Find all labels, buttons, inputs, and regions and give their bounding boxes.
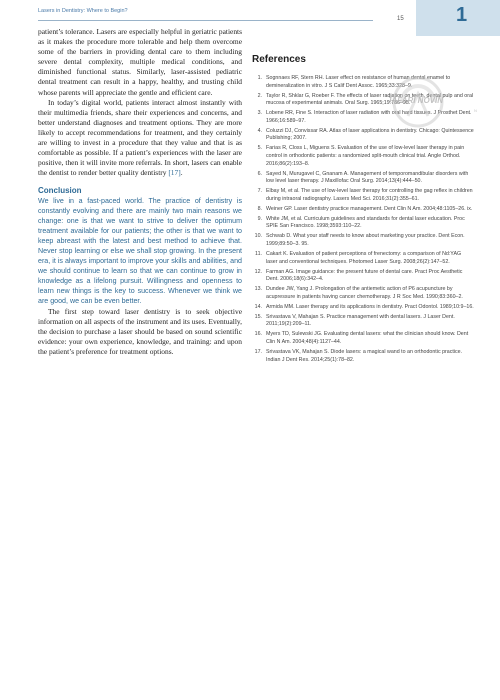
- citation-period: .: [180, 168, 183, 178]
- reference-number: 12.: [254, 268, 262, 275]
- body-paragraph-2: [38, 98, 242, 179]
- reference-number: 9.: [257, 215, 262, 222]
- reference-text: White JM, et al. Curriculum guidelines and standards for dental laser education. Proc SPIE San Francisco. 1998;3593:110–22.: [266, 215, 465, 230]
- body-paragraph-1: patient’s tolerance. Lasers are especially helpful in geriatric patients as it makes the procedure more tolerable and help them overcome some of the barriers in providing dental care to them including severe dental complexity, multiple medical conditions, and diminished functional status. Similarly, laser-assisted pediatric dental treatment can result in a happy, healthy, and trusting child whose parents will appreciate the gentle and efficient care.: [38, 27, 242, 97]
- reference-item: [252, 304, 474, 312]
- reference-number: 8.: [257, 205, 262, 212]
- reference-text: Srivastava VK, Mahajan S. Diode lasers: a magical wand to an orthodontic practice. Indian J Dent Res. 2014;25(1):78–82.: [266, 348, 463, 363]
- reference-text: Armida MM. Laser therapy and its applications in dentistry. Pract Odontol. 1989;10:9–16.: [266, 303, 474, 310]
- reference-text: Srivastava V, Mahajan S. Practice management with dental lasers. J Laser Dent. 2011;19(2):209–11.: [266, 313, 455, 328]
- references-heading: References: [252, 54, 306, 65]
- reference-item: [252, 171, 474, 186]
- reference-number: 11.: [255, 250, 262, 257]
- reference-number: 5.: [257, 145, 262, 152]
- reference-number: 14.: [254, 303, 262, 310]
- reference-number: 10.: [254, 233, 262, 240]
- citation-link[interactable]: [17]: [168, 168, 181, 178]
- conclusion-first-step: The first step toward laser dentistry is to seek objective information on all aspects of the instrument and its uses. Eventually, the decision to purchase a laser should be based on sound scientific evidence: your own experience, knowledge, and training: and upon the patient’s preference for treatment options.: [38, 306, 242, 357]
- reference-number: 13.: [254, 286, 262, 293]
- reference-item: [252, 233, 474, 248]
- reference-number: 2.: [257, 92, 262, 99]
- reference-text: Taylor R, Shklar G, Roeber F. The effects of laser radiation on teeth, dental pulp and oral mucosa of experimental animals. Oral Surg. 1965;19:786–95.: [266, 92, 474, 107]
- reference-number: 7.: [257, 188, 262, 195]
- reference-item: [252, 206, 474, 214]
- reference-item: [252, 251, 474, 266]
- conclusion-paragraph: We live in a fast-paced world. The practice of dentistry is constantly evolving and there are mainly two main reasons we change: one is that we want to strive to deliver the optimum treatment available for our patients; the other is that we want to keep abreast with the latest and best method to achieve that. Never stop learning or else we shall stop growing. In the present era, it is always important to improve your skills and abilities, and we should continue to learn so that we can continue to grow in knowledge as a lifelong pursuit. Willingness and openness to learn new things is the key to success. Whenever we think we are good, we can be even better.: [38, 197, 242, 305]
- reference-item: [252, 349, 474, 364]
- reference-item: [252, 314, 474, 329]
- reference-text: Schwab D. What your staff needs to know about marketing your practice. Dent Econ. 1999;89:50–3. 95.: [266, 233, 465, 248]
- reference-text: Dundee JW, Yang J. Prolongation of the antiemetic action of P6 acupuncture by acupressure in patients having cancer chemotherapy. J R Soc Med. 1990;83:360–2.: [266, 286, 463, 300]
- reference-text: Sayed N, Murugavel C, Gnanam A. Management of temporomandibular disorders with low level laser therapy. J Maxillofac Oral Surg. 2014;13(4):444–50.: [266, 170, 469, 185]
- reference-number: 3.: [257, 110, 262, 117]
- reference-number: 1.: [257, 75, 262, 81]
- reference-number: 17.: [254, 348, 262, 355]
- watermark-side-letters: N: [474, 108, 477, 113]
- reference-text: Weiner GP. Laser dentistry practice management. Dent Clin N Am. 2004;48:1105–26. ix.: [266, 205, 473, 212]
- reference-text: Myers TD, Sulewski JG. Evaluating dental lasers: what the clinician should know. Dent Clin N Am. 2004;48(4):1127–44.: [266, 331, 469, 345]
- reference-number: 4.: [257, 127, 262, 134]
- reference-text: Cakart K. Evaluation of patient perceptions of frenectomy: a comparison of Nd:YAG laser and conventional techniques. Photomed Laser Surg. 2008;26(2):147–52.: [266, 250, 462, 265]
- reference-text: Elbay M, et al. The use of low-level laser therapy for controlling the gag reflex in children during intraoral radiography. Lasers Med Sci. 2016;31(2):355–61.: [266, 188, 473, 202]
- reference-item: [252, 331, 474, 346]
- header-rule: [38, 20, 373, 21]
- reference-item: [252, 269, 474, 284]
- reference-text: Coluzzi DJ, Convissar RA. Atlas of laser applications in dentistry. Chicago: Quintessence Publishing; 2007.: [266, 127, 474, 142]
- page-number: 15: [397, 16, 404, 22]
- reference-number: 6.: [257, 170, 262, 177]
- conclusion-heading: Conclusion: [38, 186, 82, 196]
- reference-number: 15.: [254, 313, 262, 320]
- reference-text: Farias R, Closs L, Miguens S. Evaluation of the use of low-level laser therapy in pain control in orthodontic patients: a randomized split-mouth clinical trial. Angle Orthod. 2016;86(2):193–8.: [266, 145, 465, 167]
- reference-text: Farman AG. Image guidance: the present future of dental care. Pract Proc Aesthetic Dent. 2006;18(6):342–4.: [266, 268, 463, 283]
- reference-item: [252, 188, 474, 203]
- watermark-logo: [368, 72, 468, 152]
- left-column: [38, 27, 242, 357]
- reference-text: Lobene RR, Fine S. Interaction of laser radiation with oral hard tissues. J Prosthet Dent. 1966;16:589–97.: [266, 110, 472, 124]
- watermark-text: JAFARI NOVIN: [387, 96, 444, 105]
- reference-item: [252, 286, 474, 301]
- reference-text: Sognnaes RF, Stern RH. Laser effect on resistance of human dental enamel to demineralization in vitro. J S Calif Dent Assoc. 1965;33:328–9.: [266, 75, 451, 89]
- reference-number: 16.: [254, 331, 262, 338]
- running-header: Lasers in Dentistry: Where to Begin?: [38, 8, 128, 14]
- body-paragraph-2-text: In today’s digital world, patients interact almost instantly with their multimedia friends, share their experiences and concerns, and better understand diagnoses and treatment options. They are more likely to accept recommendations for treatment, and they certainly are willing to invest in a procedure that they value and that is as comfortable as possible. If a patient’s experiences with the laser are positive, then it will invite more referrals. In short, lasers can enable the dentist to render better quality dentistry: [38, 97, 242, 178]
- chapter-number: 1: [456, 4, 468, 26]
- reference-item: [252, 216, 474, 231]
